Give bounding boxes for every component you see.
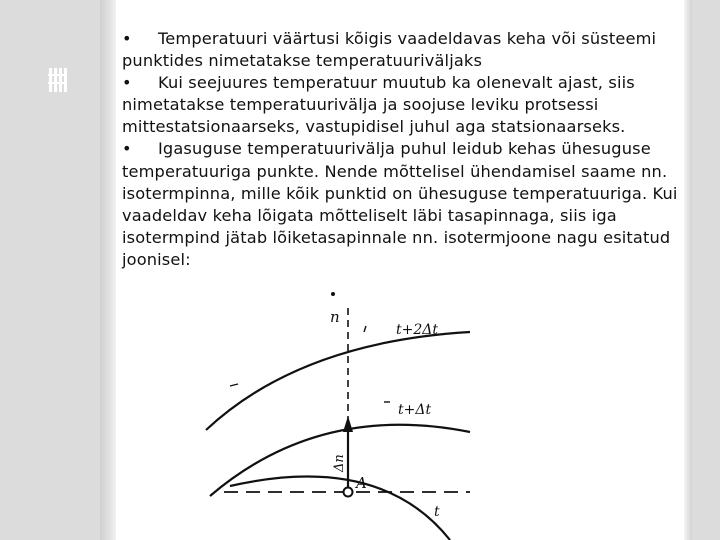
left-decor-gradient (100, 0, 116, 540)
label-dn: Δn (332, 454, 347, 472)
isotherm-diagram (200, 282, 480, 540)
label-a: A (356, 474, 367, 492)
bullet-2: • (122, 73, 132, 93)
delta-n-arrowhead (343, 416, 353, 432)
paragraph-3-text: Igasuguse temperatuurivälja puhul leidub kehas ühesuguse temperatuuriga punkte. Nende mõttelisel ühendamisel saame nn. isotermpinna, mille kõik punktid on ühesuguse temperatuuriga. Kui vaadeldav keha lõigata mõtteliselt läbi tasapinnaga, siis iga isotermpind jätab lõiketasapinnale nn. isotermjoone nagu esitatud joonisel: (122, 139, 678, 269)
point-a (344, 488, 353, 497)
label-n: n (330, 308, 340, 326)
bullet-1: • (122, 29, 132, 48)
slide-text (122, 28, 694, 271)
label-t2: t+2Δt (396, 322, 438, 338)
paragraph-3 (122, 138, 694, 271)
axis-top-dot (331, 292, 335, 296)
stray-mark-1 (230, 384, 238, 386)
stray-mark-3 (364, 326, 366, 332)
bullet-3: • (122, 139, 132, 159)
label-t1: t+Δt (398, 402, 432, 418)
logo-icon (46, 66, 68, 94)
paragraph-1-text: Temperatuuri väärtusi kõigis vaadeldavas keha või süsteemi punktides nimetatakse temperatuuriväljaks (122, 29, 657, 71)
right-decor-bar (692, 0, 720, 540)
label-t: t (434, 504, 440, 520)
paragraph-2 (122, 72, 694, 138)
isotherm-curve-t (230, 477, 450, 540)
paragraph-2-text: Kui seejuures temperatuur muutub ka olenevalt ajast, siis nimetatakse temperatuurivälja ja soojuse leviku protsessi mittestatsionaarseks, vastupidisel juhul aga statsionaarseks. (122, 73, 635, 137)
paragraph-1 (122, 28, 694, 72)
